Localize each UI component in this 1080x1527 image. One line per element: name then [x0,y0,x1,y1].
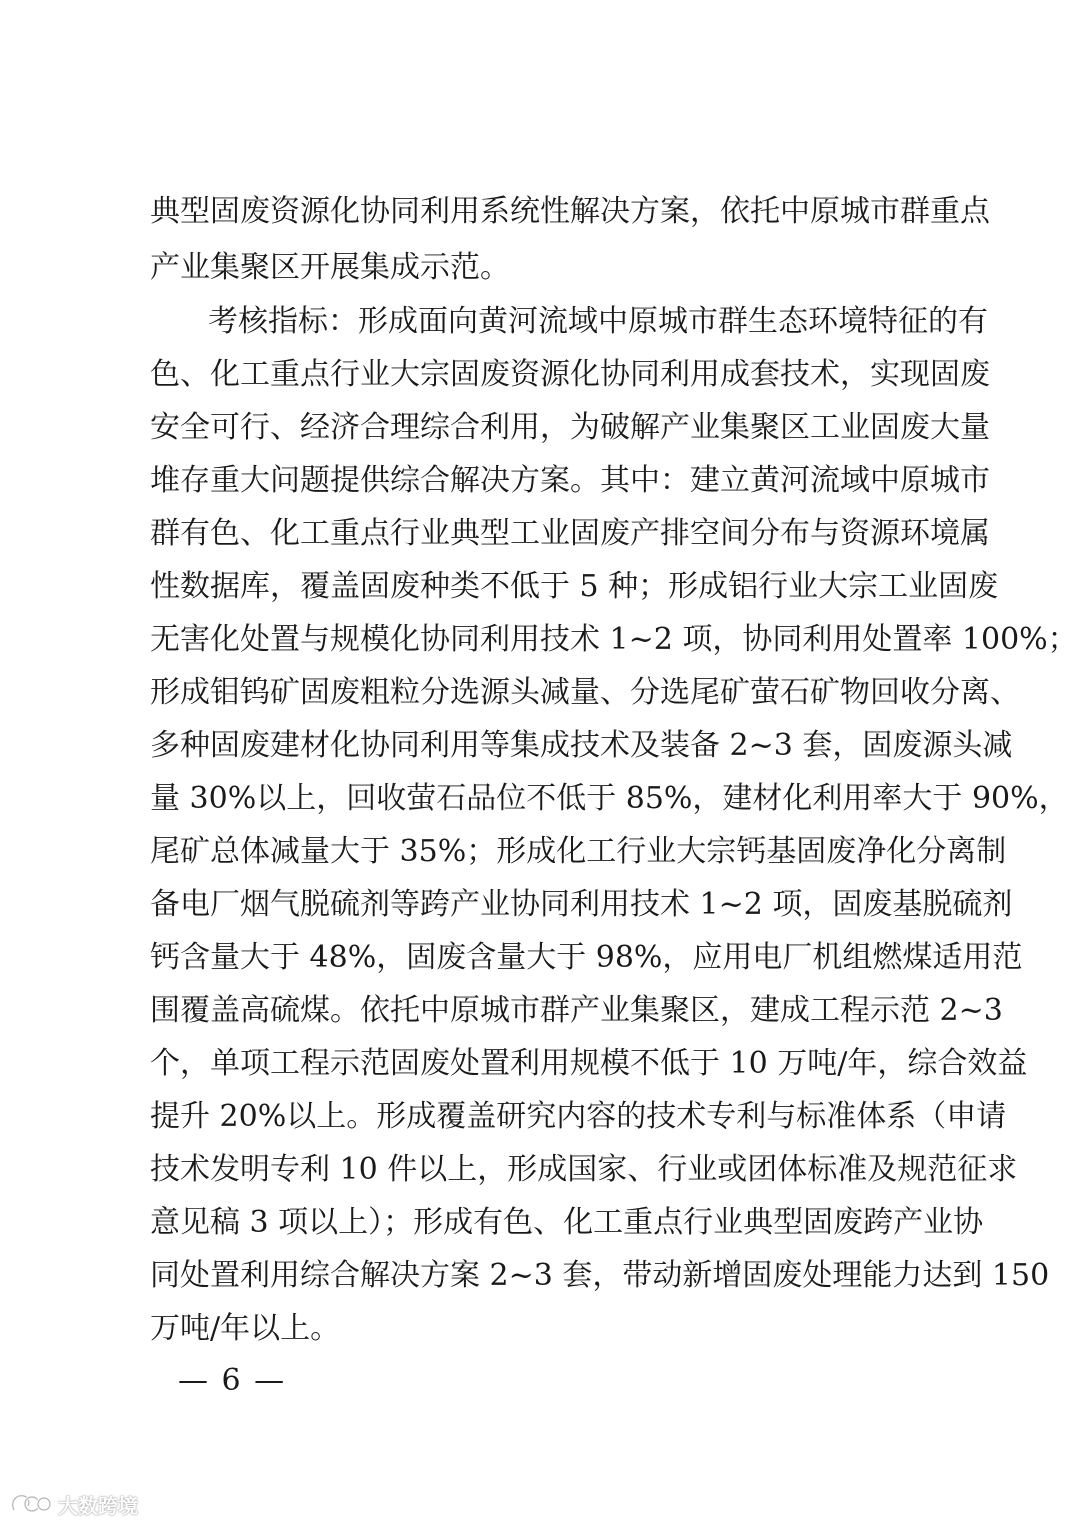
text-line: 色、化工重点行业大宗固废资源化协同利用成套技术，实现固废 [150,357,990,392]
text-line: 尾矿总体减量大于 35%；形成化工行业大宗钙基固废净化分离制 [150,834,1007,869]
text-line: 同处置利用综合解决方案 2~3 套，带动新增固废处理能力达到 150 [150,1258,1050,1293]
text-line: 钙含量大于 48%，固废含量大于 98%，应用电厂机组燃煤适用范 [150,940,1023,975]
watermark-text: 大数跨境 [58,1493,138,1518]
text-line: 考核指标：形成面向黄河流域中原城市群生态环境特征的有 [208,304,988,339]
text-line: 群有色、化工重点行业典型工业固废产排空间分布与资源环境属 [150,516,990,551]
page-number: — 6 — [178,1363,287,1398]
text-line: 堆存重大问题提供综合解决方案。其中：建立黄河流域中原城市 [150,463,990,498]
text-line: 无害化处置与规模化协同利用技术 1~2 项，协同利用处置率 100%； [150,622,1078,657]
text-line: 量 30%以上，回收萤石品位不低于 85%，建材化利用率大于 90%， [150,781,1069,816]
text-line: 万吨/年以上。 [150,1311,341,1346]
text-line: 典型固废资源化协同利用系统性解决方案，依托中原城市群重点 [150,194,990,229]
text-line: 多种固废建材化协同利用等集成技术及装备 2~3 套，固废源头减 [150,728,1013,763]
text-line: 提升 20%以上。形成覆盖研究内容的技术专利与标准体系（申请 [150,1099,1007,1134]
text-line: 性数据库，覆盖固废种类不低于 5 种；形成铝行业大宗工业固废 [150,569,999,604]
text-line: 形成钼钨矿固废粗粒分选源头减量、分选尾矿萤石矿物回收分离、 [150,675,1020,710]
text-line: 围覆盖高硫煤。依托中原城市群产业集聚区，建成工程示范 2~3 [150,993,1003,1028]
watermark [8,1488,138,1520]
text-line: 技术发明专利 10 件以上，形成国家、行业或团体标准及规范征求 [150,1152,1018,1187]
brand-logo-icon [8,1490,52,1518]
text-line: 产业集聚区开展集成示范。 [150,250,510,285]
text-line: 备电厂烟气脱硫剂等跨产业协同利用技术 1~2 项，固废基脱硫剂 [150,887,1013,922]
text-line: 安全可行、经济合理综合利用，为破解产业集聚区工业固废大量 [150,410,990,445]
text-line: 个，单项工程示范固废处置利用规模不低于 10 万吨/年，综合效益 [150,1046,1028,1081]
text-line: 意见稿 3 项以上）；形成有色、化工重点行业典型固废跨产业协 [150,1205,984,1240]
